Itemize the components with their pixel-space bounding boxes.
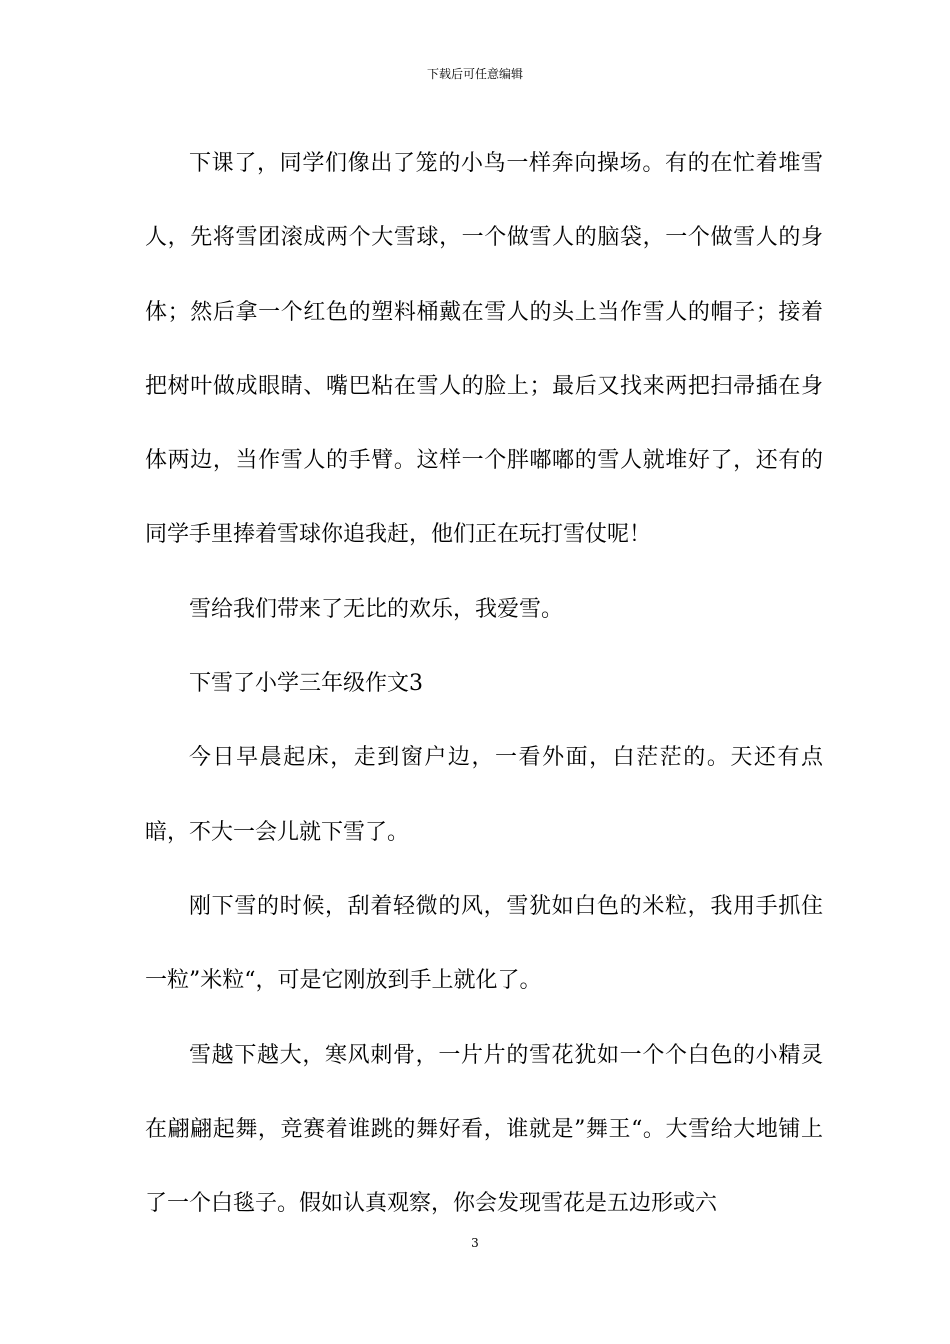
document-body [145, 127, 823, 1241]
essay-title: 下雪了小学三年级作文3 [189, 671, 423, 697]
paragraph-rice-grain: 刚下雪的时候，刮着轻微的风，雪犹如白色的米粒，我用手抓住一粒”米粒“，可是它刚放到手上就化了。 [145, 893, 823, 994]
paragraph-recess-snowman: 下课了，同学们像出了笼的小鸟一样奔向操场。有的在忙着堆雪人，先将雪团滚成两个大雪球，一个做雪人的脑袋，一个做雪人的身体；然后拿一个红色的塑料桶戴在雪人的头上当作雪人的帽子；接着把树叶做成眼睛、嘴巴粘在雪人的脸上；最后又找来两把扫帚插在身体两边，当作雪人的手臂。这样一个胖嘟嘟的雪人就堆好了，还有的同学手里捧着雪球你追我赶，他们正在玩打雪仗呢！ [145, 151, 823, 548]
paragraph-love-snow: 雪给我们带来了无比的欢乐，我爱雪。 [189, 596, 564, 622]
page-number: 3 [471, 1236, 479, 1250]
page-header: 下载后可任意编辑 [426, 67, 523, 81]
paragraph-heavy-snow: 雪越下越大，寒风刺骨，一片片的雪花犹如一个个白色的小精灵在翩翩起舞，竞赛着谁跳的舞好看，谁就是”舞王“。大雪给大地铺上了一个白毯子。假如认真观察，你会发现雪花是五边形或六 [145, 1042, 823, 1217]
paragraph-morning: 今日早晨起床，走到窗户边，一看外面，白茫茫的。天还有点暗，不大一会儿就下雪了。 [145, 745, 823, 845]
